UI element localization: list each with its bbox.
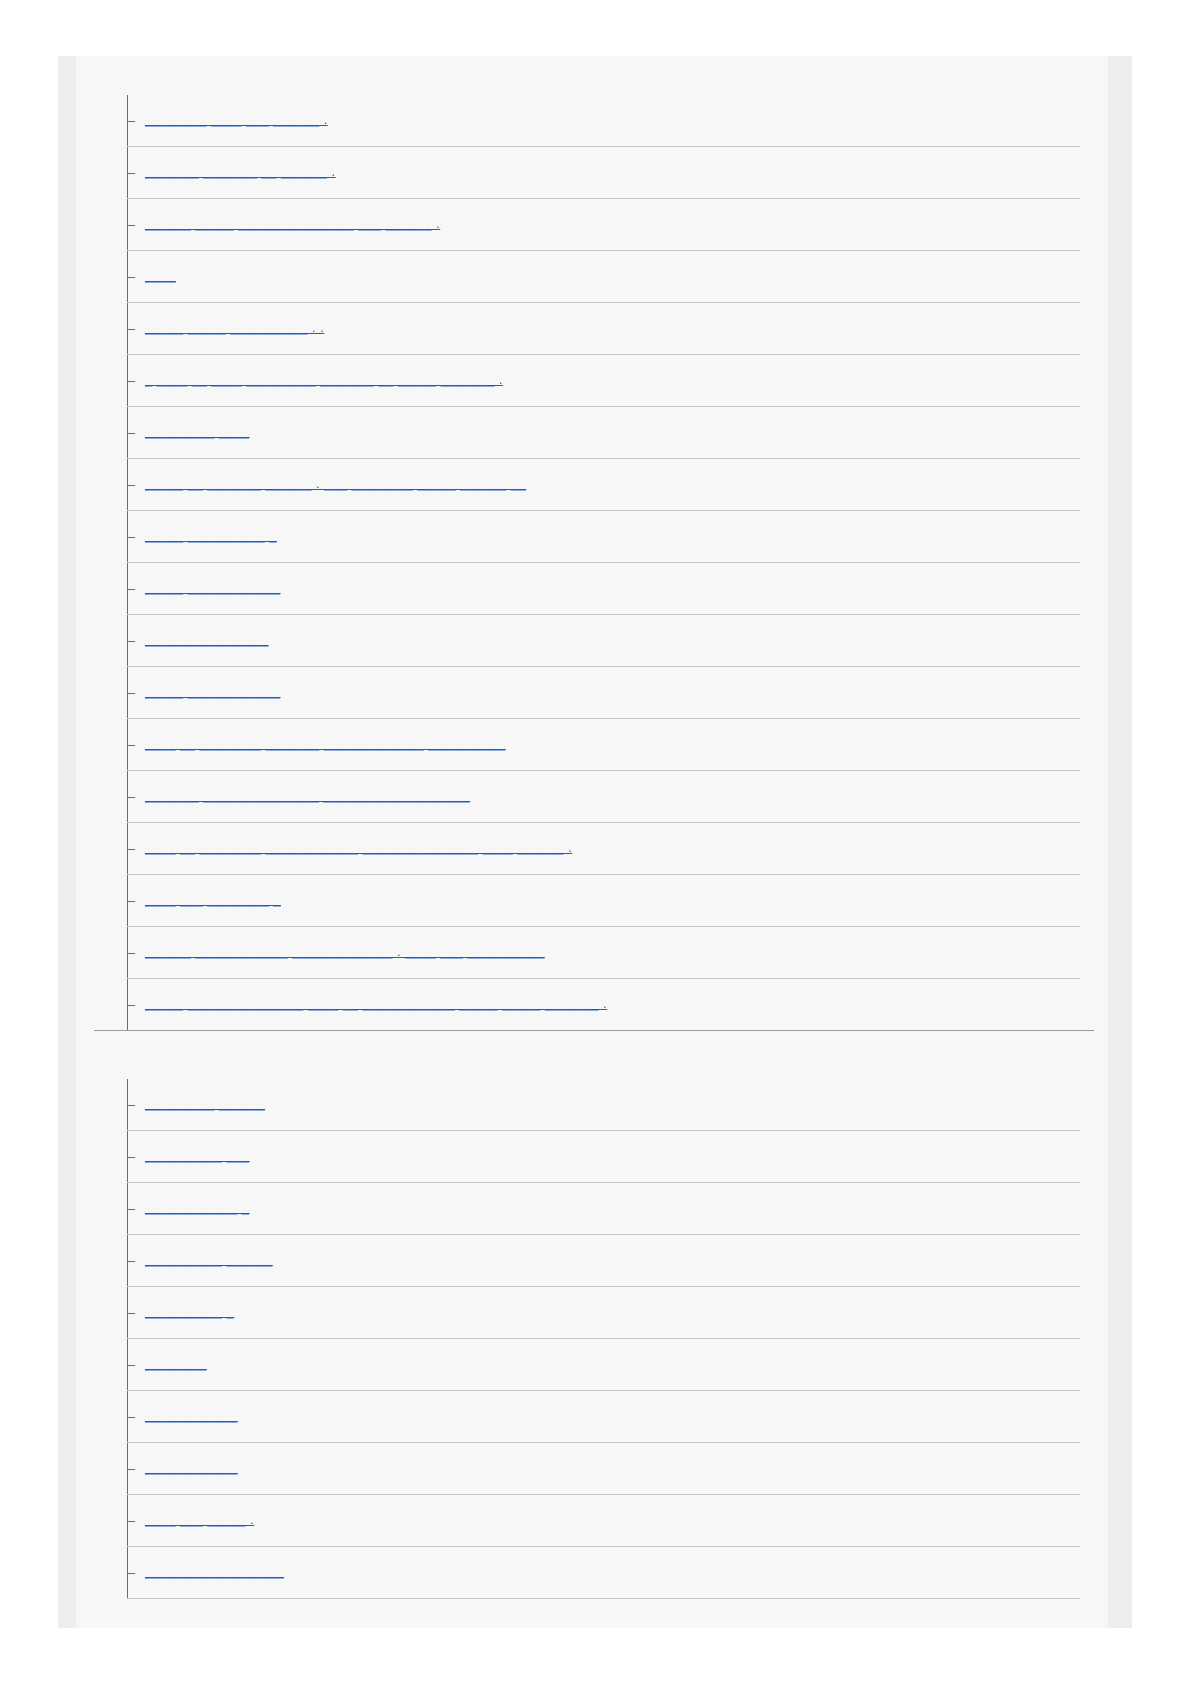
toc-link[interactable]: _____ _______________ ____ __ ____________ _____ _____ _______ . xyxy=(145,996,608,1011)
toc-section-1 xyxy=(127,95,1080,1031)
toc-item xyxy=(127,1235,1080,1287)
toc-item xyxy=(127,1287,1080,1339)
toc-link[interactable]: ______ _____ _______________ ___ ______ . xyxy=(145,216,441,231)
toc-item xyxy=(127,979,1080,1031)
toc-link[interactable]: __________________ xyxy=(145,1564,285,1579)
tree-branch xyxy=(127,1157,135,1158)
toc-item xyxy=(127,407,1080,459)
toc-item xyxy=(127,927,1080,979)
toc-link[interactable]: ________ xyxy=(145,1356,207,1371)
tree-branch xyxy=(127,329,135,330)
tree-branch xyxy=(127,121,135,122)
toc-item xyxy=(127,147,1080,199)
toc-item xyxy=(127,615,1080,667)
toc-link[interactable]: ____ __ ________ ____________ _______________ ____ ______ . xyxy=(145,840,573,855)
tree-branch xyxy=(127,1105,135,1106)
tree-branch xyxy=(127,745,135,746)
toc-link[interactable]: _ ____ __ ____ _________ _______ __ _____ _______ . xyxy=(145,372,504,387)
toc-link[interactable]: ______ ____________ _____________ . ____ ___ __________ xyxy=(145,944,545,959)
tree-branch xyxy=(127,589,135,590)
toc-link[interactable]: ____ __ ________ _______ _____________ __________ xyxy=(145,736,506,751)
toc-link[interactable]: ____________ xyxy=(145,1408,238,1423)
tree-branch xyxy=(127,537,135,538)
toc-link[interactable]: ________ ____ ___ ______ . xyxy=(145,112,328,127)
tree-branch xyxy=(127,381,135,382)
tree-branch xyxy=(127,797,135,798)
tree-branch xyxy=(127,1365,135,1366)
tree-branch xyxy=(127,1261,135,1262)
toc-link[interactable]: ____ ___ ________ _ xyxy=(145,892,282,907)
tree-branch xyxy=(127,1313,135,1314)
toc-link[interactable]: _____ _____ __________ . . xyxy=(145,320,325,335)
toc-link[interactable]: _____ ____________ xyxy=(145,684,281,699)
toc-link[interactable]: _______ _______ __ ______ . xyxy=(145,164,336,179)
toc-item xyxy=(127,1183,1080,1235)
toc-item xyxy=(127,199,1080,251)
toc-link[interactable]: ________________ xyxy=(145,632,269,647)
toc-link[interactable]: _____ ____________ xyxy=(145,580,281,595)
page-content xyxy=(76,56,1108,1628)
tree-branch xyxy=(127,693,135,694)
toc-item xyxy=(127,563,1080,615)
toc-link[interactable]: __________ ___ xyxy=(145,1148,250,1163)
toc-link[interactable]: __________ ______ xyxy=(145,1252,273,1267)
toc-item xyxy=(127,875,1080,927)
toc-link[interactable]: ____________ xyxy=(145,1460,238,1475)
toc-link[interactable]: _________ ______ xyxy=(145,1096,266,1111)
tree-branch xyxy=(127,1521,135,1522)
toc-item xyxy=(127,1495,1080,1547)
toc-item xyxy=(127,719,1080,771)
tree-branch xyxy=(127,1005,135,1006)
toc-section-2 xyxy=(127,1079,1080,1599)
toc-link[interactable]: _____ __ _______ ______ . ___ ________ _____ ______ __ xyxy=(145,476,527,491)
toc-item xyxy=(127,95,1080,147)
toc-item xyxy=(127,1547,1080,1599)
toc-item xyxy=(127,823,1080,875)
toc-item xyxy=(127,1391,1080,1443)
tree-branch xyxy=(127,1573,135,1574)
toc-link[interactable]: _________ ____ xyxy=(145,424,250,439)
tree-branch xyxy=(127,1417,135,1418)
toc-item xyxy=(127,1339,1080,1391)
tree-branch xyxy=(127,485,135,486)
toc-link[interactable]: ____ ___ _____ . xyxy=(145,1512,255,1527)
section-divider xyxy=(94,1030,1094,1031)
toc-item xyxy=(127,355,1080,407)
toc-item xyxy=(127,511,1080,563)
toc-link[interactable]: ____ xyxy=(145,268,176,283)
tree-branch xyxy=(127,901,135,902)
tree-branch xyxy=(127,1209,135,1210)
toc-item xyxy=(127,1079,1080,1131)
toc-link[interactable]: ____________ _ xyxy=(145,1200,250,1215)
tree-branch xyxy=(127,1469,135,1470)
tree-branch xyxy=(127,225,135,226)
toc-item xyxy=(127,459,1080,511)
toc-item xyxy=(127,1131,1080,1183)
toc-item xyxy=(127,771,1080,823)
toc-item xyxy=(127,303,1080,355)
document-page xyxy=(58,56,1132,1628)
tree-branch xyxy=(127,953,135,954)
tree-branch xyxy=(127,173,135,174)
tree-branch xyxy=(127,433,135,434)
tree-branch xyxy=(127,277,135,278)
toc-link[interactable]: _____ __________ _ xyxy=(145,528,277,543)
toc-link[interactable]: __________ _ xyxy=(145,1304,235,1319)
toc-item xyxy=(127,251,1080,303)
toc-link[interactable]: _______ _______________ ___________________ xyxy=(145,788,471,803)
toc-item xyxy=(127,1443,1080,1495)
tree-branch xyxy=(127,641,135,642)
toc-item xyxy=(127,667,1080,719)
tree-branch xyxy=(127,849,135,850)
